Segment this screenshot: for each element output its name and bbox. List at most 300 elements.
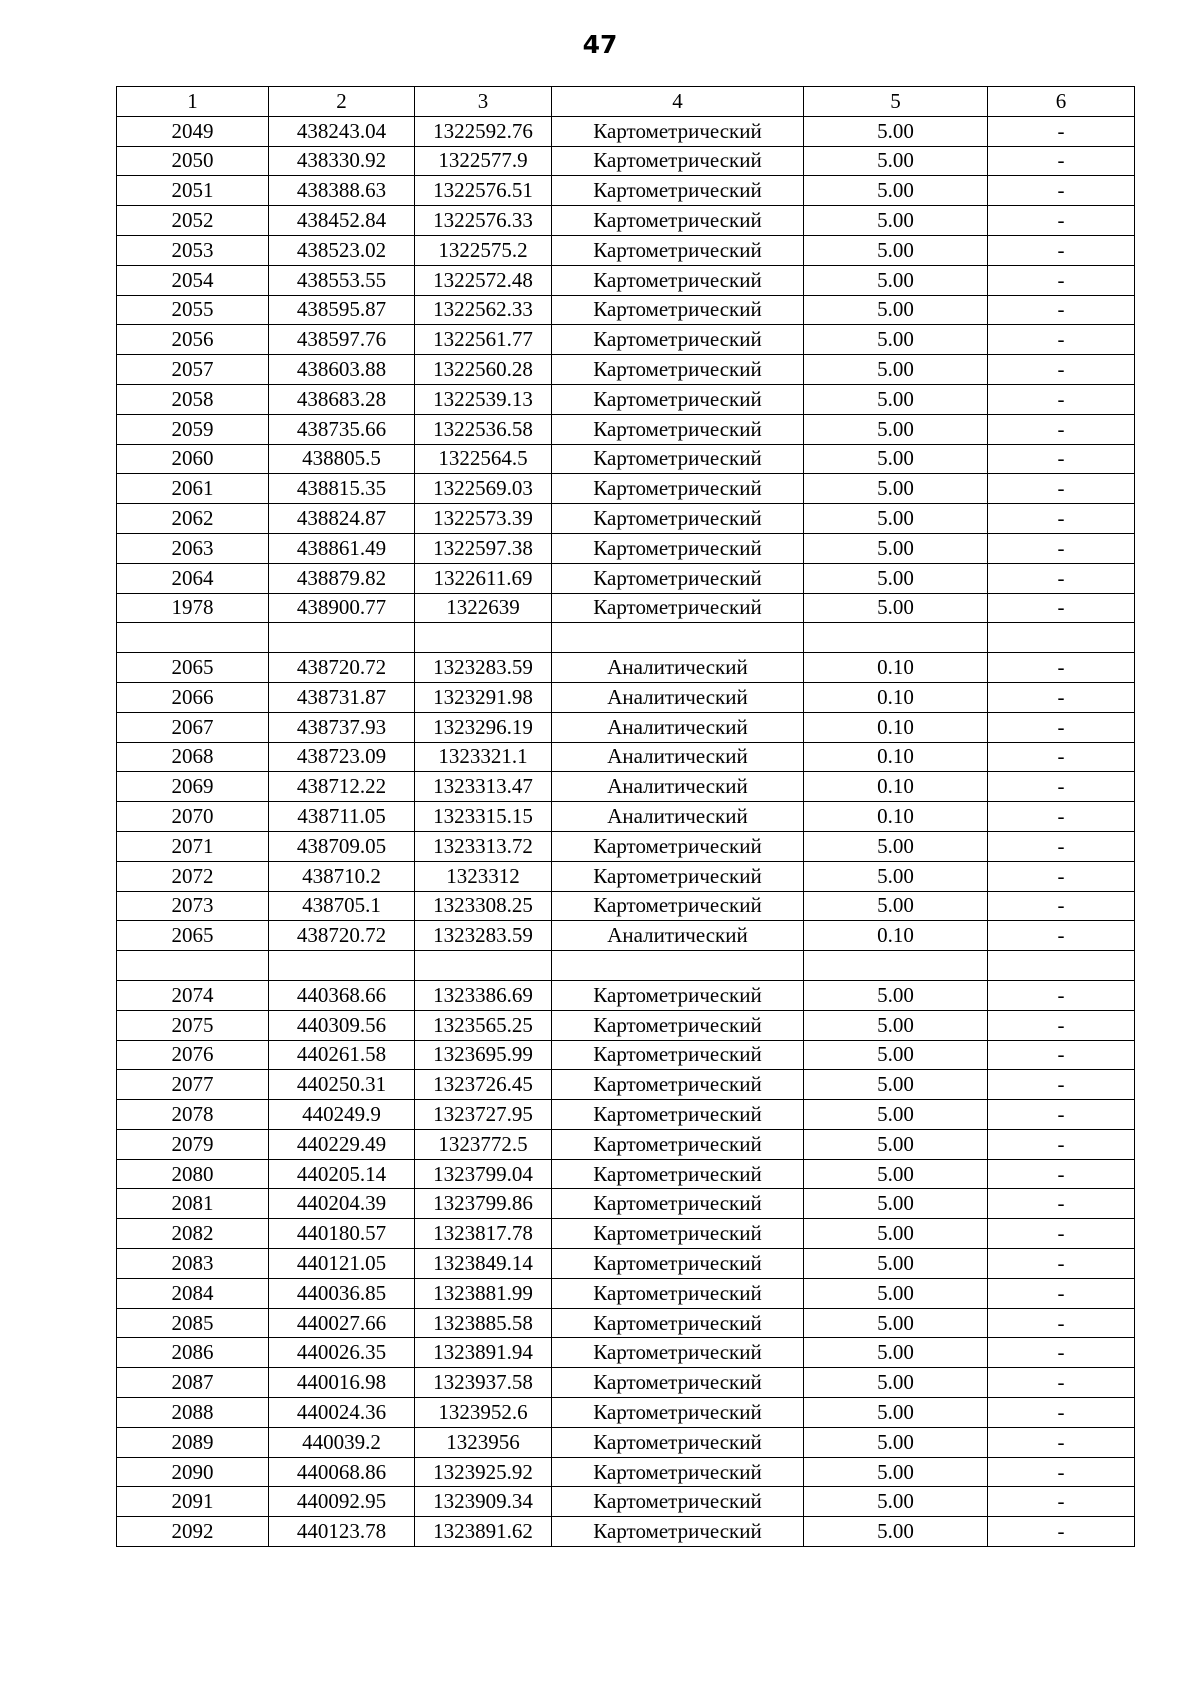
table-cell: 1323772.5 <box>415 1129 552 1159</box>
table-row <box>117 265 1135 295</box>
table-cell: - <box>988 1398 1135 1428</box>
table-cell: 2064 <box>117 563 269 593</box>
header-cell: 4 <box>552 87 804 117</box>
table-cell: 1323296.19 <box>415 712 552 742</box>
table-cell: 438737.93 <box>269 712 415 742</box>
table-cell: 2092 <box>117 1517 269 1547</box>
table-cell: 438805.5 <box>269 444 415 474</box>
table-cell: 2069 <box>117 772 269 802</box>
table-cell: 5.00 <box>804 1487 988 1517</box>
table-cell: 2062 <box>117 504 269 534</box>
table-row <box>117 176 1135 206</box>
table-cell: 2077 <box>117 1070 269 1100</box>
table-cell: 2050 <box>117 146 269 176</box>
table-cell: 5.00 <box>804 176 988 206</box>
table-cell: 1322611.69 <box>415 563 552 593</box>
table-cell: 2081 <box>117 1189 269 1219</box>
table-cell: Картометрический <box>552 861 804 891</box>
table-cell: 5.00 <box>804 116 988 146</box>
table-cell: - <box>988 1368 1135 1398</box>
table-cell: - <box>988 146 1135 176</box>
table-cell: 1322639 <box>415 593 552 623</box>
table-cell: Картометрический <box>552 235 804 265</box>
table-cell: 1323313.47 <box>415 772 552 802</box>
table-cell: 438900.77 <box>269 593 415 623</box>
table-cell: - <box>988 802 1135 832</box>
table-row <box>117 1100 1135 1130</box>
table-cell: 438452.84 <box>269 206 415 236</box>
table-cell: 1323315.15 <box>415 802 552 832</box>
table-cell: Аналитический <box>552 772 804 802</box>
table-cell: - <box>988 1010 1135 1040</box>
table-cell: Картометрический <box>552 384 804 414</box>
table-cell: Картометрический <box>552 146 804 176</box>
table-cell <box>552 623 804 653</box>
table-cell: 438735.66 <box>269 414 415 444</box>
table-cell: 2085 <box>117 1308 269 1338</box>
table-cell: 438683.28 <box>269 384 415 414</box>
table-cell: Аналитический <box>552 682 804 712</box>
table-cell <box>117 951 269 981</box>
table-cell: 5.00 <box>804 1368 988 1398</box>
table-cell: 1323386.69 <box>415 980 552 1010</box>
table-cell: 440123.78 <box>269 1517 415 1547</box>
table-cell: 2068 <box>117 742 269 772</box>
table-cell: 5.00 <box>804 563 988 593</box>
table-cell: Картометрический <box>552 1427 804 1457</box>
table-row <box>117 206 1135 236</box>
table-cell: 2088 <box>117 1398 269 1428</box>
table-cell: 440036.85 <box>269 1278 415 1308</box>
table-cell: 2072 <box>117 861 269 891</box>
table-body <box>117 87 1135 1547</box>
table-row <box>117 414 1135 444</box>
table-cell: - <box>988 1338 1135 1368</box>
table-cell: Картометрический <box>552 1189 804 1219</box>
table-row <box>117 861 1135 891</box>
table-cell: - <box>988 563 1135 593</box>
table-cell: 5.00 <box>804 504 988 534</box>
table-cell: 2084 <box>117 1278 269 1308</box>
table-cell: - <box>988 384 1135 414</box>
table-cell: 1323925.92 <box>415 1457 552 1487</box>
table-cell: 440039.2 <box>269 1427 415 1457</box>
table-cell: 5.00 <box>804 1159 988 1189</box>
table-cell: 5.00 <box>804 355 988 385</box>
table-cell: 1322592.76 <box>415 116 552 146</box>
table-cell: 1323799.86 <box>415 1189 552 1219</box>
table-cell: - <box>988 116 1135 146</box>
table-cell: 1322572.48 <box>415 265 552 295</box>
table-cell: 2049 <box>117 116 269 146</box>
table-cell: 438712.22 <box>269 772 415 802</box>
table-cell: 5.00 <box>804 1308 988 1338</box>
table-row <box>117 772 1135 802</box>
table-cell: 438705.1 <box>269 891 415 921</box>
table-cell: 1322597.38 <box>415 533 552 563</box>
table-row <box>117 1338 1135 1368</box>
table-cell: Картометрический <box>552 414 804 444</box>
table-cell: - <box>988 295 1135 325</box>
table-cell: 5.00 <box>804 1249 988 1279</box>
table-cell: 5.00 <box>804 1457 988 1487</box>
table-row <box>117 1398 1135 1428</box>
table-cell: 2087 <box>117 1368 269 1398</box>
table-cell <box>415 951 552 981</box>
table-cell: 2067 <box>117 712 269 742</box>
table-cell: 438523.02 <box>269 235 415 265</box>
table-cell: 438711.05 <box>269 802 415 832</box>
table-cell: Картометрический <box>552 1100 804 1130</box>
table-cell <box>988 951 1135 981</box>
table-row <box>117 1427 1135 1457</box>
table-cell: - <box>988 593 1135 623</box>
table-cell: Аналитический <box>552 712 804 742</box>
table-cell: 2071 <box>117 831 269 861</box>
table-cell: 2070 <box>117 802 269 832</box>
table-cell: Картометрический <box>552 831 804 861</box>
table-cell: 2066 <box>117 682 269 712</box>
table-row <box>117 1159 1135 1189</box>
table-cell: 440092.95 <box>269 1487 415 1517</box>
table-cell: Картометрический <box>552 295 804 325</box>
header-cell: 1 <box>117 87 269 117</box>
table-cell: Аналитический <box>552 742 804 772</box>
table-cell: Картометрический <box>552 355 804 385</box>
table-row <box>117 1517 1135 1547</box>
header-cell: 3 <box>415 87 552 117</box>
table-row <box>117 1010 1135 1040</box>
table-cell: Картометрический <box>552 1308 804 1338</box>
table-row <box>117 593 1135 623</box>
table-cell: 440026.35 <box>269 1338 415 1368</box>
table-cell: Картометрический <box>552 891 804 921</box>
table-cell: 5.00 <box>804 861 988 891</box>
table-cell: - <box>988 1219 1135 1249</box>
table-cell: 438709.05 <box>269 831 415 861</box>
table-cell: 5.00 <box>804 146 988 176</box>
table-cell: Картометрический <box>552 1219 804 1249</box>
table-cell: Картометрический <box>552 1278 804 1308</box>
table-cell: Картометрический <box>552 1457 804 1487</box>
table-cell: 2060 <box>117 444 269 474</box>
table-cell: - <box>988 1457 1135 1487</box>
table-cell: 440068.86 <box>269 1457 415 1487</box>
table-cell: 440229.49 <box>269 1129 415 1159</box>
table-row <box>117 235 1135 265</box>
table-row <box>117 1278 1135 1308</box>
table-cell: - <box>988 1100 1135 1130</box>
table-cell: - <box>988 1189 1135 1219</box>
table-cell: 5.00 <box>804 980 988 1010</box>
table-cell: 1323283.59 <box>415 653 552 683</box>
header-cell: 2 <box>269 87 415 117</box>
table-cell: 2073 <box>117 891 269 921</box>
table-cell: 1322560.28 <box>415 355 552 385</box>
table-cell: 1323308.25 <box>415 891 552 921</box>
table-cell: 2065 <box>117 653 269 683</box>
table-row <box>117 504 1135 534</box>
table-cell: 2086 <box>117 1338 269 1368</box>
table-cell: 1323885.58 <box>415 1308 552 1338</box>
table-cell: - <box>988 235 1135 265</box>
table-cell: 438388.63 <box>269 176 415 206</box>
table-cell: 5.00 <box>804 1070 988 1100</box>
table-cell: 5.00 <box>804 1338 988 1368</box>
table-cell: 0.10 <box>804 772 988 802</box>
table-cell: - <box>988 474 1135 504</box>
table-cell: 438731.87 <box>269 682 415 712</box>
table-cell: Аналитический <box>552 921 804 951</box>
table-cell: 440024.36 <box>269 1398 415 1428</box>
table-cell: 438330.92 <box>269 146 415 176</box>
table-header-row <box>117 87 1135 117</box>
table-cell: 440204.39 <box>269 1189 415 1219</box>
header-cell: 6 <box>988 87 1135 117</box>
table-cell: 1322573.39 <box>415 504 552 534</box>
table-cell: 2065 <box>117 921 269 951</box>
table-cell: Картометрический <box>552 265 804 295</box>
table-cell: Картометрический <box>552 563 804 593</box>
header-cell: 5 <box>804 87 988 117</box>
table-cell: 5.00 <box>804 444 988 474</box>
table-cell: 5.00 <box>804 1219 988 1249</box>
table-cell: 5.00 <box>804 891 988 921</box>
table-cell: 5.00 <box>804 325 988 355</box>
table-row <box>117 921 1135 951</box>
table-cell: 1978 <box>117 593 269 623</box>
table-cell: Картометрический <box>552 1398 804 1428</box>
table-cell: 2074 <box>117 980 269 1010</box>
table-row <box>117 355 1135 385</box>
page-number: 47 <box>582 30 618 59</box>
table-cell: 2075 <box>117 1010 269 1040</box>
table-cell: Картометрический <box>552 444 804 474</box>
table-row <box>117 474 1135 504</box>
table-cell: Картометрический <box>552 116 804 146</box>
table-cell: - <box>988 653 1135 683</box>
table-cell: 5.00 <box>804 1278 988 1308</box>
table-cell: 0.10 <box>804 742 988 772</box>
table-cell: 1323817.78 <box>415 1219 552 1249</box>
table-cell: 1323956 <box>415 1427 552 1457</box>
table-cell: 1322562.33 <box>415 295 552 325</box>
table-cell: - <box>988 1070 1135 1100</box>
table-cell: 438595.87 <box>269 295 415 325</box>
table-cell: 438879.82 <box>269 563 415 593</box>
table-cell: 440027.66 <box>269 1308 415 1338</box>
table-row <box>117 533 1135 563</box>
table-cell: - <box>988 444 1135 474</box>
table-cell: 438815.35 <box>269 474 415 504</box>
table-cell: 1323321.1 <box>415 742 552 772</box>
table-cell: Картометрический <box>552 1368 804 1398</box>
table-cell: 2061 <box>117 474 269 504</box>
table-cell: - <box>988 712 1135 742</box>
table-cell: 1323291.98 <box>415 682 552 712</box>
table-cell: 2052 <box>117 206 269 236</box>
table-cell: 1322576.33 <box>415 206 552 236</box>
table-cell: - <box>988 921 1135 951</box>
table-cell: 438553.55 <box>269 265 415 295</box>
table-cell: Картометрический <box>552 1338 804 1368</box>
table-cell: 440261.58 <box>269 1040 415 1070</box>
table-cell: 0.10 <box>804 802 988 832</box>
table-cell: 438603.88 <box>269 355 415 385</box>
table-cell: 2083 <box>117 1249 269 1279</box>
table-cell: Картометрический <box>552 474 804 504</box>
table-row <box>117 1249 1135 1279</box>
table-cell: Картометрический <box>552 1249 804 1279</box>
table-cell: - <box>988 1159 1135 1189</box>
table-cell: - <box>988 682 1135 712</box>
table-row <box>117 1457 1135 1487</box>
table-cell: - <box>988 176 1135 206</box>
table-cell: 5.00 <box>804 593 988 623</box>
table-cell: 2089 <box>117 1427 269 1457</box>
table-cell: 2079 <box>117 1129 269 1159</box>
table-cell: - <box>988 1308 1135 1338</box>
table-row <box>117 146 1135 176</box>
table-cell: 1323799.04 <box>415 1159 552 1189</box>
table-cell: 5.00 <box>804 1517 988 1547</box>
table-cell: 2091 <box>117 1487 269 1517</box>
table-cell: Картометрический <box>552 533 804 563</box>
table-cell: 438720.72 <box>269 653 415 683</box>
table-row <box>117 1308 1135 1338</box>
table-cell: Картометрический <box>552 1010 804 1040</box>
table-cell: - <box>988 861 1135 891</box>
table-cell: - <box>988 891 1135 921</box>
table-cell: - <box>988 1129 1135 1159</box>
table-row <box>117 1129 1135 1159</box>
table-cell: 1322539.13 <box>415 384 552 414</box>
table-cell: 5.00 <box>804 1100 988 1130</box>
table-separator-row <box>117 623 1135 653</box>
table-cell: 5.00 <box>804 384 988 414</box>
table-cell: Картометрический <box>552 1040 804 1070</box>
table-row <box>117 384 1135 414</box>
table-cell: 0.10 <box>804 653 988 683</box>
table-row <box>117 653 1135 683</box>
table-cell: - <box>988 1517 1135 1547</box>
table-cell: - <box>988 533 1135 563</box>
table-cell: 1323727.95 <box>415 1100 552 1130</box>
table-cell: 5.00 <box>804 235 988 265</box>
table-row <box>117 325 1135 355</box>
table-cell: 5.00 <box>804 414 988 444</box>
table-separator-row <box>117 951 1135 981</box>
table-cell: 440180.57 <box>269 1219 415 1249</box>
table-row <box>117 1189 1135 1219</box>
table-cell: 1323891.94 <box>415 1338 552 1368</box>
table-cell: - <box>988 414 1135 444</box>
table-row <box>117 295 1135 325</box>
table-cell: 0.10 <box>804 712 988 742</box>
table-cell: - <box>988 980 1135 1010</box>
table-cell: 440205.14 <box>269 1159 415 1189</box>
table-cell: 1323565.25 <box>415 1010 552 1040</box>
table-cell: - <box>988 1278 1135 1308</box>
table-cell: Аналитический <box>552 653 804 683</box>
table-row <box>117 444 1135 474</box>
table-cell: 2057 <box>117 355 269 385</box>
table-cell: Картометрический <box>552 206 804 236</box>
table-cell: Картометрический <box>552 1517 804 1547</box>
table-cell: 1323891.62 <box>415 1517 552 1547</box>
table-cell: 1323952.6 <box>415 1398 552 1428</box>
table-cell: 1323881.99 <box>415 1278 552 1308</box>
table-row <box>117 1219 1135 1249</box>
table-cell: 5.00 <box>804 1189 988 1219</box>
table-cell: - <box>988 1487 1135 1517</box>
table-cell: Картометрический <box>552 593 804 623</box>
table-cell: 440309.56 <box>269 1010 415 1040</box>
table-cell: 440121.05 <box>269 1249 415 1279</box>
table-cell: Картометрический <box>552 1159 804 1189</box>
table-cell: - <box>988 742 1135 772</box>
table-cell: 2080 <box>117 1159 269 1189</box>
table-cell: Картометрический <box>552 980 804 1010</box>
table-cell: 5.00 <box>804 295 988 325</box>
table-cell: 5.00 <box>804 474 988 504</box>
table-cell <box>269 623 415 653</box>
table-cell: 438723.09 <box>269 742 415 772</box>
table-cell: 2053 <box>117 235 269 265</box>
table-row <box>117 742 1135 772</box>
table-cell: 5.00 <box>804 1427 988 1457</box>
table-cell: 440249.9 <box>269 1100 415 1130</box>
table-cell: 2055 <box>117 295 269 325</box>
table-cell: 1322577.9 <box>415 146 552 176</box>
table-cell <box>804 951 988 981</box>
table-cell: Аналитический <box>552 802 804 832</box>
table-cell: 0.10 <box>804 921 988 951</box>
table-cell: 1323695.99 <box>415 1040 552 1070</box>
table-cell: 1322575.2 <box>415 235 552 265</box>
table-cell: 2090 <box>117 1457 269 1487</box>
table-cell: Картометрический <box>552 325 804 355</box>
table-row <box>117 1487 1135 1517</box>
table-cell: Картометрический <box>552 1129 804 1159</box>
table-cell: 2051 <box>117 176 269 206</box>
table-cell: 1323937.58 <box>415 1368 552 1398</box>
table-cell: 2082 <box>117 1219 269 1249</box>
table-cell: 0.10 <box>804 682 988 712</box>
table-cell: - <box>988 504 1135 534</box>
table-cell <box>988 623 1135 653</box>
table-cell: 2056 <box>117 325 269 355</box>
table-cell <box>117 623 269 653</box>
table-row <box>117 682 1135 712</box>
table-cell: - <box>988 1249 1135 1279</box>
table-cell <box>804 623 988 653</box>
table-cell: - <box>988 1427 1135 1457</box>
table-cell: 440368.66 <box>269 980 415 1010</box>
table-cell: 5.00 <box>804 1398 988 1428</box>
table-cell: - <box>988 355 1135 385</box>
table-cell <box>415 623 552 653</box>
table-row <box>117 563 1135 593</box>
table-cell: Картометрический <box>552 1487 804 1517</box>
table-cell: 1323283.59 <box>415 921 552 951</box>
table-cell: 1323312 <box>415 861 552 891</box>
table-cell: 2054 <box>117 265 269 295</box>
table-cell: 1323313.72 <box>415 831 552 861</box>
table-row <box>117 1070 1135 1100</box>
table-row <box>117 116 1135 146</box>
table-cell <box>269 951 415 981</box>
